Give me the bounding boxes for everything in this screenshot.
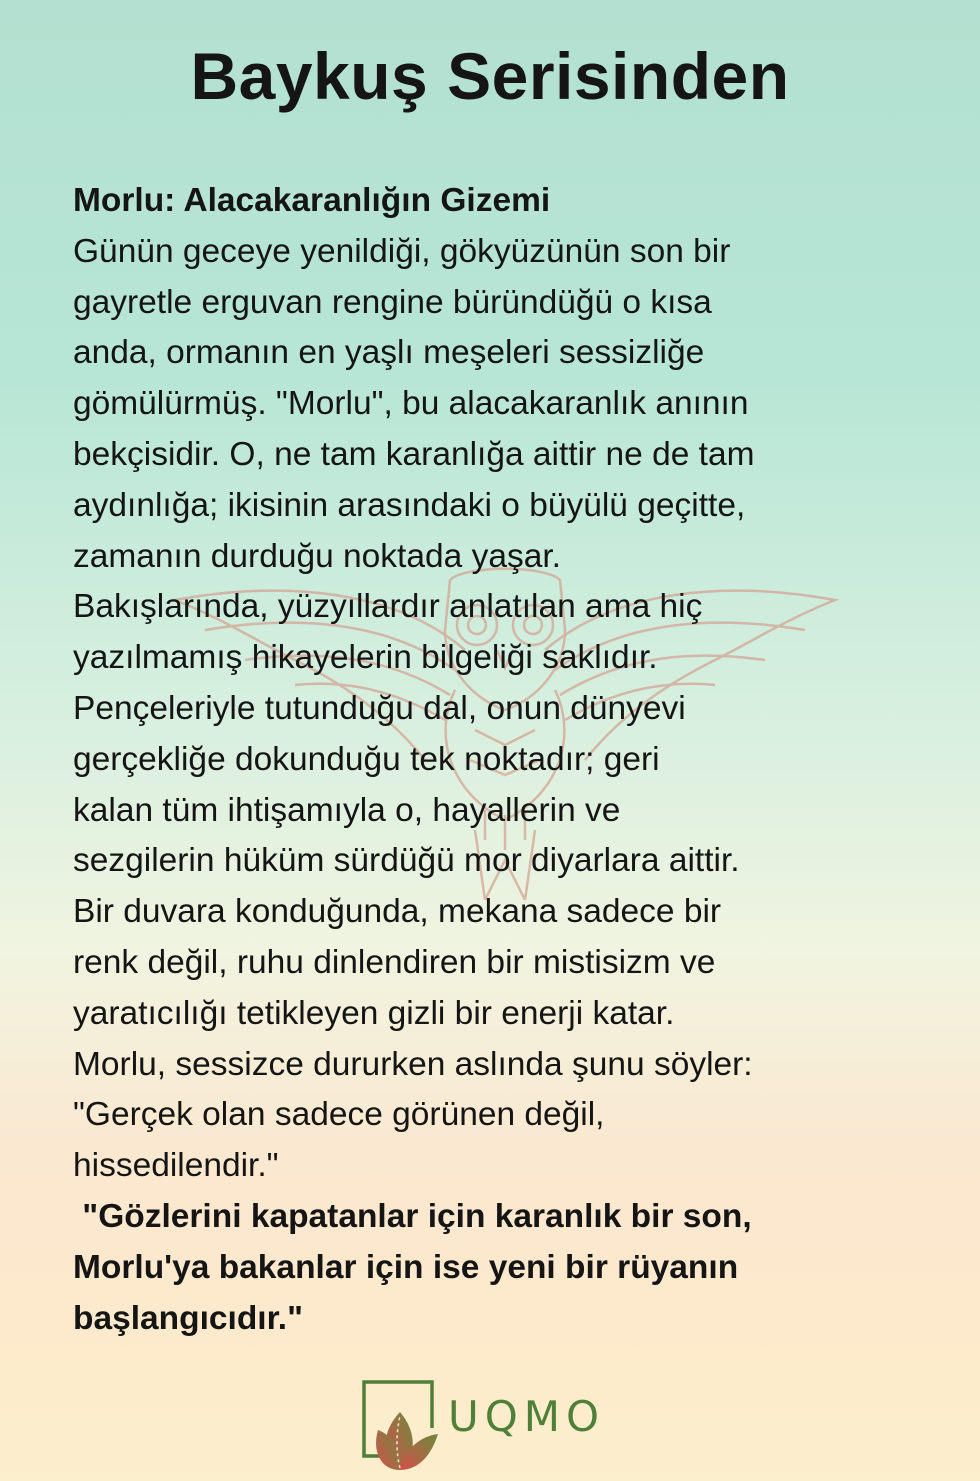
quote-line: Morlu'ya bakanlar için ise yeni bir rüyanın [73, 1248, 739, 1286]
body-line: Günün geceye yenildiği, gökyüzünün son bir [73, 232, 731, 270]
logo-text: UQMO [448, 1392, 606, 1441]
body-line: sezgilerin hüküm sürdüğü mor diyarlara aittir. [73, 842, 740, 880]
body-line: zamanın durduğu noktada yaşar. [73, 537, 561, 575]
body-line: aydınlığa; ikisinin arasındaki o büyülü geçitte, [73, 486, 746, 524]
quote-line: başlangıcıdır." [73, 1299, 303, 1337]
body-line: anda, ormanın en yaşlı meşeleri sessizliğe [73, 334, 705, 372]
page-title: Baykuş Serisinden [190, 39, 790, 113]
body-line: gayretle erguvan rengine büründüğü o kısa [73, 283, 712, 321]
body-line: hissedilendir." [73, 1147, 279, 1185]
article-body [73, 176, 754, 1344]
body-line: yaratıcılığı tetikleyen gizli bir enerji katar. [73, 994, 675, 1032]
body-line: renk değil, ruhu dinlendiren bir mistisizm ve [73, 943, 716, 981]
section-heading: Morlu: Alacakaranlığın Gizemi [73, 182, 551, 219]
body-line: gerçekliğe dokunduğu tek noktadır; geri [73, 740, 660, 778]
body-line: bekçisidir. O, ne tam karanlığa aittir ne de tam [73, 435, 755, 473]
body-line: kalan tüm ihtişamıyla o, hayallerin ve [73, 791, 621, 829]
body-line: yazılmamış hikayelerin bilgeliği saklıdır. [73, 639, 658, 677]
body-line: Bakışlarında, yüzyıllardır anlatılan ama hiç [73, 588, 703, 626]
logo-frame-leaf-icon [360, 1378, 450, 1473]
body-line: Morlu, sessizce dururken aslında şunu söyler: [73, 1045, 753, 1083]
body-line: gömülürmüş. "Morlu", bu alacakaranlık anının [73, 385, 749, 423]
brand-logo [360, 1378, 606, 1473]
body-line: Bir duvara konduğunda, mekana sadece bir [73, 893, 722, 931]
body-line: "Gerçek olan sadece görünen değil, [73, 1096, 605, 1134]
body-line: Pençeleriyle tutunduğu dal, onun dünyevi [73, 689, 686, 727]
quote-line: "Gözlerini kapatanlar için karanlık bir son, [73, 1197, 752, 1235]
